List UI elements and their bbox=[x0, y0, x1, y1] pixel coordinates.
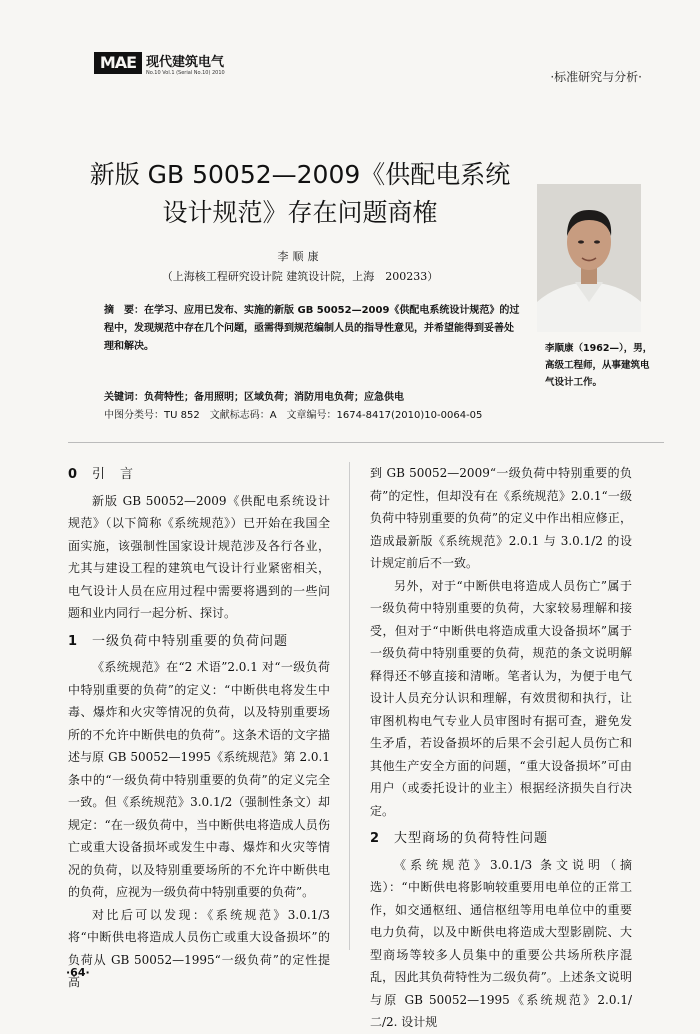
divider bbox=[68, 442, 664, 443]
column-divider bbox=[349, 462, 350, 950]
section-heading-1: 1 一级负荷中特别重要的负荷问题 bbox=[68, 633, 289, 649]
author-affiliation: （上海核工程研究设计院 建筑设计院，上海 200233） bbox=[161, 270, 439, 283]
abstract: 摘 要：在学习、应用已发布、实施的新版 GB 50052—2009《供配电系统设计规范》的过程中，发现规范中存在几个问题，亟需得到规范编制人员的指导性意见，并希望能得到妥善处理和解决。 bbox=[104, 305, 520, 352]
paragraph-1b: 对比后可以发现：《系统规范》3.0.1/3 将“中断供电将造成人员伤亡或重大设备损坏”的负荷从 GB 50052—1995“一级负荷”的定性提高 bbox=[68, 907, 330, 989]
article-title-line2: 设计规范》存在问题商榷 bbox=[162, 198, 438, 227]
paragraph-intro: 新版 GB 50052—2009《供配电系统设计规范》（以下简称《系统规范》）已开始在我国全面实施，该强制性国家设计规范涉及各行各业，尤其与建设工程的建筑电气设计行业紧密相关，电气设计人员在应用过程中需要将遇到的一些问题和业内同行一起分析、探讨。 bbox=[68, 493, 330, 620]
author-photo bbox=[537, 184, 641, 332]
paragraph-2a: 《系统规范》3.0.1/3 条文说明（摘选）：“中断供电将影响较重要用电单位的正常工作，如交通枢纽、通信枢纽等用电单位中的重要电力负荷，以及中断供电将造成大型影剧院、大型商场等较多人员集中的重要公共场所秩序混乱，因此其负荷特性为二级负荷”。上述条文说明与原 GB 50052—1995《系统规范》2.0.1/二/2. 设计规 bbox=[370, 857, 632, 1029]
paragraph-1c: 另外，对于“中断供电将造成人员伤亡”属于一级负荷中特别重要的负荷，大家较易理解和接受，但对于“中断供电将造成重大设备损坏”属于一级负荷中特别重要的负荷，规范的条文说明解释得还不够直接和清晰。笔者认为，为便于电气设计人员充分认识和理解，有效贯彻和执行，让审图机构电气专业人员审图时有据可查，避免发生矛盾，若设备损坏的后果不会引起人员伤亡和其他生产安全方面的问题，“重大设备损坏”可由用户（或委托设计的业主）根据经济损失自行决定。 bbox=[370, 578, 632, 818]
journal-logo: MAE bbox=[94, 52, 142, 74]
keywords: 关键词：负荷特性；备用照明；区域负荷；消防用电负荷；应急供电 bbox=[104, 392, 404, 403]
classification-line: 中图分类号：TU 852 文献标志码：A 文章编号：1674-8417(2010)10-0064-05 bbox=[104, 410, 483, 421]
left-column bbox=[68, 462, 330, 994]
journal-name: 现代建筑电气 bbox=[146, 55, 225, 70]
section-heading-0: 0 引 言 bbox=[68, 467, 135, 482]
paragraph-1a: 《系统规范》在“2 术语”2.0.1 对“一级负荷中特别重要的负荷”的定义：“中断供电将发生中毒、爆炸和火灾等情况的负荷，以及特别重要场所的不允许中断供电的负荷”。这条术语的文字描述与原 GB 50052—1995《系统规范》第 2.0.1 条中的“一级负荷中特别重要的负荷”的定义完全一致。但《系统规范》3.0.1/2（强制性条文）却规定：“在一级负荷中，当中断供电将造成人员伤亡或重大设备损坏或发生中毒、爆炸和火灾等情况的负荷，以及特别重要场所的不允许中断供电的负荷，应视为一级负荷中特别重要的负荷”。 bbox=[68, 660, 330, 899]
page-number: ·64· bbox=[66, 966, 90, 979]
author-name: 李顺康 bbox=[277, 250, 323, 263]
section-heading-2: 2 大型商场的负荷特性问题 bbox=[370, 831, 549, 846]
journal-issue: No.10 Vol.1 (Serial No.10) 2010 bbox=[146, 70, 225, 76]
article-title-line1: 新版 GB 50052—2009《供配电系统 bbox=[89, 160, 511, 189]
column-tag: ·标准研究与分析· bbox=[550, 70, 642, 84]
paragraph-1b-continued: 到 GB 50052—2009“一级负荷中特别重要的负荷”的定性，但却没有在《系统规范》2.0.1“一级负荷中特别重要的负荷”的定义中作出相应修正，造成最新版《系统规范》2.0.1 与 3.0.1/2 的设计规定前后不一致。 bbox=[370, 466, 632, 570]
author-bio: 李顺康（1962—），男，高级工程师，从事建筑电气设计工作。 bbox=[545, 343, 653, 388]
right-column bbox=[370, 462, 632, 1034]
